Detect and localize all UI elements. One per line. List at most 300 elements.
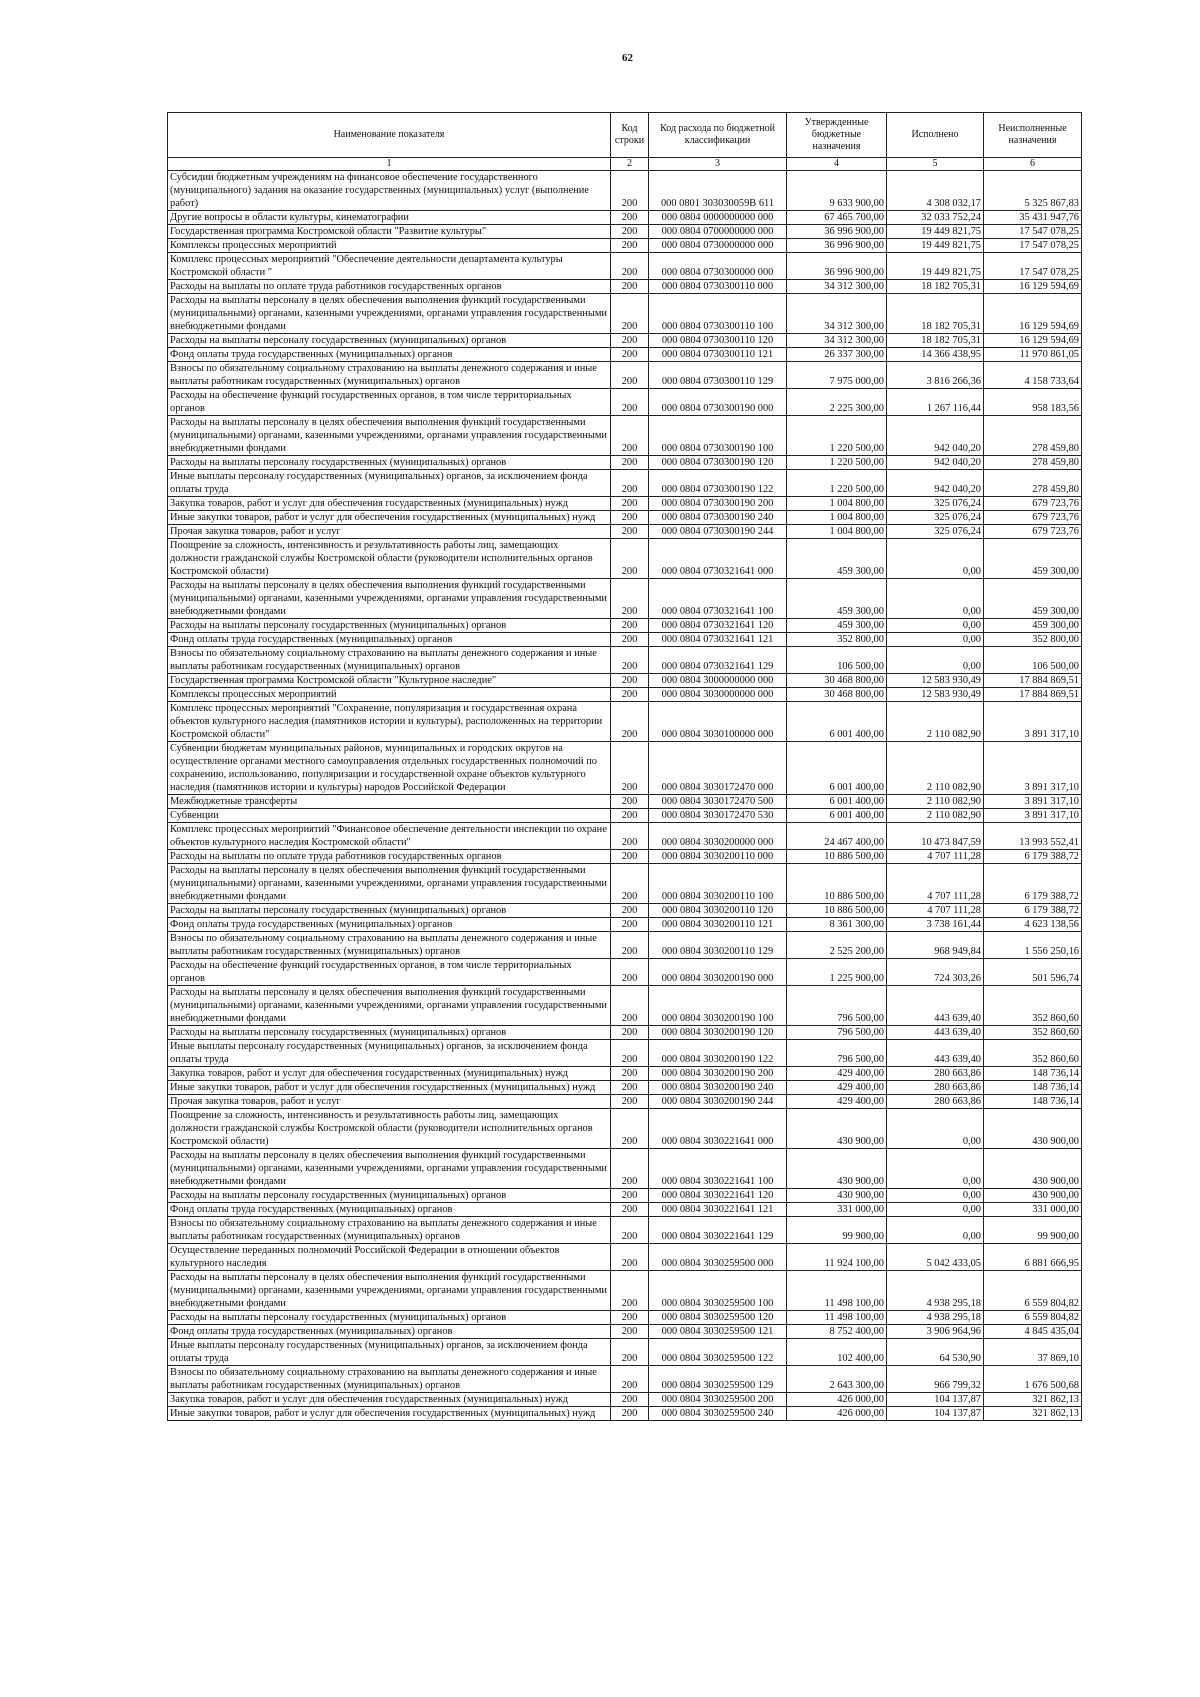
row-budget-code: 000 0804 0730300190 240 bbox=[649, 511, 787, 525]
row-budget-code: 000 0804 3030172470 000 bbox=[649, 742, 787, 795]
row-name: Субвенции bbox=[168, 809, 611, 823]
header-executed: Исполнено bbox=[887, 113, 984, 158]
row-name: Поощрение за сложность, интенсивность и результативность работы лиц, замещающих должности гражданской службы Костромской области (руководители исполнительных органов Костромской области) bbox=[168, 1109, 611, 1149]
table-row bbox=[168, 619, 1082, 633]
row-line-code: 200 bbox=[611, 1311, 649, 1325]
header-unexecuted: Неисполненные назначения bbox=[984, 113, 1082, 158]
table-row bbox=[168, 294, 1082, 334]
row-approved: 11 498 100,00 bbox=[787, 1311, 887, 1325]
row-unexecuted: 16 129 594,69 bbox=[984, 280, 1082, 294]
row-budget-code: 000 0804 0730321641 100 bbox=[649, 579, 787, 619]
row-line-code: 200 bbox=[611, 647, 649, 674]
row-executed: 443 639,40 bbox=[887, 1026, 984, 1040]
row-name: Комплекс процессных мероприятий "Финансовое обеспечение деятельности инспекции по охране объектов культурного наследия Костромской области" bbox=[168, 823, 611, 850]
row-line-code: 200 bbox=[611, 389, 649, 416]
row-unexecuted: 352 800,00 bbox=[984, 633, 1082, 647]
row-name: Расходы на выплаты персоналу государственных (муниципальных) органов bbox=[168, 619, 611, 633]
row-executed: 0,00 bbox=[887, 619, 984, 633]
row-line-code: 200 bbox=[611, 1217, 649, 1244]
row-approved: 6 001 400,00 bbox=[787, 795, 887, 809]
row-approved: 10 886 500,00 bbox=[787, 904, 887, 918]
row-unexecuted: 3 891 317,10 bbox=[984, 795, 1082, 809]
row-executed: 3 816 266,36 bbox=[887, 362, 984, 389]
row-approved: 796 500,00 bbox=[787, 986, 887, 1026]
row-budget-code: 000 0804 0730300190 122 bbox=[649, 470, 787, 497]
row-name: Иные выплаты персоналу государственных (муниципальных) органов, за исключением фонда оплаты труда bbox=[168, 470, 611, 497]
row-unexecuted: 3 891 317,10 bbox=[984, 809, 1082, 823]
row-name: Расходы на выплаты персоналу государственных (муниципальных) органов bbox=[168, 1311, 611, 1325]
row-line-code: 200 bbox=[611, 497, 649, 511]
row-executed: 325 076,24 bbox=[887, 525, 984, 539]
table-row bbox=[168, 688, 1082, 702]
column-number: 5 bbox=[887, 158, 984, 171]
row-approved: 429 400,00 bbox=[787, 1081, 887, 1095]
row-line-code: 200 bbox=[611, 1189, 649, 1203]
column-number: 6 bbox=[984, 158, 1082, 171]
row-unexecuted: 278 459,80 bbox=[984, 470, 1082, 497]
row-budget-code: 000 0804 3030259500 240 bbox=[649, 1407, 787, 1421]
row-approved: 426 000,00 bbox=[787, 1393, 887, 1407]
row-name: Поощрение за сложность, интенсивность и результативность работы лиц, замещающих должности гражданской службы Костромской области (руководители исполнительных органов Костромской области) bbox=[168, 539, 611, 579]
row-line-code: 200 bbox=[611, 1109, 649, 1149]
row-unexecuted: 321 862,13 bbox=[984, 1393, 1082, 1407]
row-executed: 0,00 bbox=[887, 1217, 984, 1244]
table-row bbox=[168, 1325, 1082, 1339]
row-name: Взносы по обязательному социальному страхованию на выплаты денежного содержания и иные выплаты работникам государственных (муниципальных) органов bbox=[168, 1217, 611, 1244]
row-executed: 18 182 705,31 bbox=[887, 294, 984, 334]
table-row bbox=[168, 348, 1082, 362]
row-budget-code: 000 0804 3030221641 100 bbox=[649, 1149, 787, 1189]
row-unexecuted: 6 559 804,82 bbox=[984, 1271, 1082, 1311]
row-executed: 2 110 082,90 bbox=[887, 795, 984, 809]
table-body bbox=[168, 171, 1082, 1421]
row-name: Комплексы процессных мероприятий bbox=[168, 688, 611, 702]
row-name: Расходы на выплаты персоналу в целях обеспечения выполнения функций государственными (муниципальными) органами, казенными учреждениями, органами управления государственными внебюджетными фондами bbox=[168, 986, 611, 1026]
row-executed: 0,00 bbox=[887, 1149, 984, 1189]
table-row bbox=[168, 1109, 1082, 1149]
row-executed: 4 707 111,28 bbox=[887, 850, 984, 864]
row-name: Взносы по обязательному социальному страхованию на выплаты денежного содержания и иные выплаты работникам государственных (муниципальных) органов bbox=[168, 932, 611, 959]
row-unexecuted: 11 970 861,05 bbox=[984, 348, 1082, 362]
row-unexecuted: 278 459,80 bbox=[984, 416, 1082, 456]
row-budget-code: 000 0804 3030221641 129 bbox=[649, 1217, 787, 1244]
row-approved: 6 001 400,00 bbox=[787, 809, 887, 823]
row-budget-code: 000 0804 3030200190 100 bbox=[649, 986, 787, 1026]
row-name: Расходы на выплаты персоналу государственных (муниципальных) органов bbox=[168, 904, 611, 918]
row-unexecuted: 321 862,13 bbox=[984, 1407, 1082, 1421]
row-executed: 10 473 847,59 bbox=[887, 823, 984, 850]
row-unexecuted: 501 596,74 bbox=[984, 959, 1082, 986]
table-row bbox=[168, 795, 1082, 809]
row-budget-code: 000 0804 3030200190 240 bbox=[649, 1081, 787, 1095]
table-row bbox=[168, 497, 1082, 511]
row-name: Межбюджетные трансферты bbox=[168, 795, 611, 809]
row-approved: 102 400,00 bbox=[787, 1339, 887, 1366]
row-name: Государственная программа Костромской области "Развитие культуры" bbox=[168, 225, 611, 239]
row-line-code: 200 bbox=[611, 1067, 649, 1081]
row-approved: 459 300,00 bbox=[787, 539, 887, 579]
row-approved: 429 400,00 bbox=[787, 1095, 887, 1109]
row-approved: 8 361 300,00 bbox=[787, 918, 887, 932]
table-row bbox=[168, 1081, 1082, 1095]
row-name: Фонд оплаты труда государственных (муниципальных) органов bbox=[168, 1325, 611, 1339]
row-approved: 352 800,00 bbox=[787, 633, 887, 647]
row-unexecuted: 106 500,00 bbox=[984, 647, 1082, 674]
row-name: Фонд оплаты труда государственных (муниципальных) органов bbox=[168, 1203, 611, 1217]
row-budget-code: 000 0804 0730300110 100 bbox=[649, 294, 787, 334]
row-budget-code: 000 0804 0730000000 000 bbox=[649, 239, 787, 253]
row-executed: 966 799,32 bbox=[887, 1366, 984, 1393]
row-name: Расходы на выплаты персоналу в целях обеспечения выполнения функций государственными (муниципальными) органами, казенными учреждениями, органами управления государственными внебюджетными фондами bbox=[168, 1271, 611, 1311]
table-row bbox=[168, 334, 1082, 348]
row-name: Расходы на выплаты персоналу государственных (муниципальных) органов bbox=[168, 334, 611, 348]
row-approved: 36 996 900,00 bbox=[787, 239, 887, 253]
row-approved: 34 312 300,00 bbox=[787, 294, 887, 334]
row-approved: 6 001 400,00 bbox=[787, 702, 887, 742]
row-approved: 1 004 800,00 bbox=[787, 525, 887, 539]
row-approved: 459 300,00 bbox=[787, 619, 887, 633]
row-budget-code: 000 0804 0730300190 000 bbox=[649, 389, 787, 416]
row-line-code: 200 bbox=[611, 702, 649, 742]
row-approved: 6 001 400,00 bbox=[787, 742, 887, 795]
row-line-code: 200 bbox=[611, 633, 649, 647]
row-budget-code: 000 0804 3030221641 000 bbox=[649, 1109, 787, 1149]
row-budget-code: 000 0804 3030172470 500 bbox=[649, 795, 787, 809]
row-executed: 325 076,24 bbox=[887, 511, 984, 525]
table-row bbox=[168, 253, 1082, 280]
row-name: Расходы на выплаты персоналу государственных (муниципальных) органов bbox=[168, 456, 611, 470]
table-row bbox=[168, 1095, 1082, 1109]
row-budget-code: 000 0804 3030200110 129 bbox=[649, 932, 787, 959]
table-row bbox=[168, 1393, 1082, 1407]
row-budget-code: 000 0804 0730300110 121 bbox=[649, 348, 787, 362]
row-line-code: 200 bbox=[611, 918, 649, 932]
row-approved: 2 525 200,00 bbox=[787, 932, 887, 959]
row-unexecuted: 4 845 435,04 bbox=[984, 1325, 1082, 1339]
row-executed: 325 076,24 bbox=[887, 497, 984, 511]
row-budget-code: 000 0804 3000000000 000 bbox=[649, 674, 787, 688]
row-line-code: 200 bbox=[611, 1026, 649, 1040]
row-budget-code: 000 0804 3030221641 121 bbox=[649, 1203, 787, 1217]
row-approved: 1 220 500,00 bbox=[787, 456, 887, 470]
row-unexecuted: 459 300,00 bbox=[984, 619, 1082, 633]
table-row bbox=[168, 1149, 1082, 1189]
row-budget-code: 000 0804 0730300110 120 bbox=[649, 334, 787, 348]
row-unexecuted: 4 623 138,56 bbox=[984, 918, 1082, 932]
row-budget-code: 000 0804 0730300000 000 bbox=[649, 253, 787, 280]
row-budget-code: 000 0804 3030259500 000 bbox=[649, 1244, 787, 1271]
row-unexecuted: 5 325 867,83 bbox=[984, 171, 1082, 211]
row-unexecuted: 148 736,14 bbox=[984, 1081, 1082, 1095]
row-approved: 11 924 100,00 bbox=[787, 1244, 887, 1271]
row-line-code: 200 bbox=[611, 456, 649, 470]
row-executed: 0,00 bbox=[887, 1109, 984, 1149]
table-row bbox=[168, 918, 1082, 932]
row-name: Комплекс процессных мероприятий "Обеспечение деятельности департамента культуры Костромской области " bbox=[168, 253, 611, 280]
row-budget-code: 000 0804 3030200110 120 bbox=[649, 904, 787, 918]
row-unexecuted: 13 993 552,41 bbox=[984, 823, 1082, 850]
row-approved: 34 312 300,00 bbox=[787, 280, 887, 294]
row-executed: 3 738 161,44 bbox=[887, 918, 984, 932]
table-row bbox=[168, 986, 1082, 1026]
column-number: 4 bbox=[787, 158, 887, 171]
row-line-code: 200 bbox=[611, 932, 649, 959]
row-name: Иные выплаты персоналу государственных (муниципальных) органов, за исключением фонда оплаты труда bbox=[168, 1040, 611, 1067]
row-line-code: 200 bbox=[611, 539, 649, 579]
table-row bbox=[168, 647, 1082, 674]
column-number: 2 bbox=[611, 158, 649, 171]
row-executed: 0,00 bbox=[887, 1203, 984, 1217]
row-approved: 430 900,00 bbox=[787, 1149, 887, 1189]
row-approved: 1 004 800,00 bbox=[787, 497, 887, 511]
table-row bbox=[168, 1311, 1082, 1325]
row-executed: 2 110 082,90 bbox=[887, 702, 984, 742]
row-approved: 99 900,00 bbox=[787, 1217, 887, 1244]
row-budget-code: 000 0804 3030221641 120 bbox=[649, 1189, 787, 1203]
row-line-code: 200 bbox=[611, 1325, 649, 1339]
table-row bbox=[168, 932, 1082, 959]
row-name: Расходы на выплаты по оплате труда работников государственных органов bbox=[168, 850, 611, 864]
row-budget-code: 000 0804 3030200110 100 bbox=[649, 864, 787, 904]
row-budget-code: 000 0804 3030259500 120 bbox=[649, 1311, 787, 1325]
row-unexecuted: 1 556 250,16 bbox=[984, 932, 1082, 959]
row-budget-code: 000 0804 3030259500 100 bbox=[649, 1271, 787, 1311]
row-budget-code: 000 0804 3030200190 244 bbox=[649, 1095, 787, 1109]
row-name: Комплекс процессных мероприятий "Сохранение, популяризация и государственная охрана объектов культурного наследия (памятников истории и культуры), расположенных на территории Костромской области" bbox=[168, 702, 611, 742]
row-unexecuted: 459 300,00 bbox=[984, 579, 1082, 619]
row-line-code: 200 bbox=[611, 511, 649, 525]
row-name: Фонд оплаты труда государственных (муниципальных) органов bbox=[168, 348, 611, 362]
row-unexecuted: 16 129 594,69 bbox=[984, 294, 1082, 334]
row-name: Прочая закупка товаров, работ и услуг bbox=[168, 1095, 611, 1109]
row-approved: 26 337 300,00 bbox=[787, 348, 887, 362]
row-unexecuted: 17 547 078,25 bbox=[984, 239, 1082, 253]
header-budget-code: Код расхода по бюджетной классификации bbox=[649, 113, 787, 158]
row-executed: 280 663,86 bbox=[887, 1067, 984, 1081]
row-unexecuted: 148 736,14 bbox=[984, 1095, 1082, 1109]
table-row bbox=[168, 1026, 1082, 1040]
row-line-code: 200 bbox=[611, 470, 649, 497]
row-executed: 18 182 705,31 bbox=[887, 280, 984, 294]
row-line-code: 200 bbox=[611, 579, 649, 619]
row-executed: 724 303,26 bbox=[887, 959, 984, 986]
row-budget-code: 000 0804 3030259500 129 bbox=[649, 1366, 787, 1393]
row-budget-code: 000 0804 3030200000 000 bbox=[649, 823, 787, 850]
row-budget-code: 000 0804 3030200190 120 bbox=[649, 1026, 787, 1040]
row-line-code: 200 bbox=[611, 1393, 649, 1407]
row-executed: 0,00 bbox=[887, 647, 984, 674]
row-name: Субсидии бюджетным учреждениям на финансовое обеспечение государственного (муниципального) задания на оказание государственных (муниципальных) услуг (выполнение работ) bbox=[168, 171, 611, 211]
row-name: Взносы по обязательному социальному страхованию на выплаты денежного содержания и иные выплаты работникам государственных (муниципальных) органов bbox=[168, 362, 611, 389]
row-line-code: 200 bbox=[611, 416, 649, 456]
row-name: Расходы на выплаты персоналу в целях обеспечения выполнения функций государственными (муниципальными) органами, казенными учреждениями, органами управления государственными внебюджетными фондами bbox=[168, 294, 611, 334]
row-unexecuted: 3 891 317,10 bbox=[984, 742, 1082, 795]
row-name: Комплексы процессных мероприятий bbox=[168, 239, 611, 253]
row-executed: 280 663,86 bbox=[887, 1095, 984, 1109]
row-name: Осуществление переданных полномочий Российской Федерации в отношении объектов культурного наследия bbox=[168, 1244, 611, 1271]
row-unexecuted: 4 158 733,64 bbox=[984, 362, 1082, 389]
row-unexecuted: 958 183,56 bbox=[984, 389, 1082, 416]
row-name: Взносы по обязательному социальному страхованию на выплаты денежного содержания и иные выплаты работникам государственных (муниципальных) органов bbox=[168, 647, 611, 674]
row-unexecuted: 679 723,76 bbox=[984, 525, 1082, 539]
row-line-code: 200 bbox=[611, 959, 649, 986]
row-approved: 1 220 500,00 bbox=[787, 416, 887, 456]
row-executed: 19 449 821,75 bbox=[887, 239, 984, 253]
row-line-code: 200 bbox=[611, 211, 649, 225]
table-row bbox=[168, 823, 1082, 850]
row-line-code: 200 bbox=[611, 864, 649, 904]
row-budget-code: 000 0804 0000000000 000 bbox=[649, 211, 787, 225]
row-budget-code: 000 0804 0730300190 244 bbox=[649, 525, 787, 539]
row-unexecuted: 459 300,00 bbox=[984, 539, 1082, 579]
row-name: Расходы на обеспечение функций государственных органов, в том числе территориальных органов bbox=[168, 389, 611, 416]
row-line-code: 200 bbox=[611, 280, 649, 294]
row-approved: 459 300,00 bbox=[787, 579, 887, 619]
row-budget-code: 000 0804 3030172470 530 bbox=[649, 809, 787, 823]
row-name: Расходы на выплаты персоналу в целях обеспечения выполнения функций государственными (муниципальными) органами, казенными учреждениями, органами управления государственными внебюджетными фондами bbox=[168, 864, 611, 904]
row-executed: 104 137,87 bbox=[887, 1407, 984, 1421]
row-approved: 796 500,00 bbox=[787, 1040, 887, 1067]
column-number: 1 bbox=[168, 158, 611, 171]
table-row bbox=[168, 1271, 1082, 1311]
row-executed: 64 530,90 bbox=[887, 1339, 984, 1366]
row-approved: 30 468 800,00 bbox=[787, 674, 887, 688]
row-approved: 10 886 500,00 bbox=[787, 850, 887, 864]
row-line-code: 200 bbox=[611, 742, 649, 795]
row-name: Расходы на выплаты персоналу в целях обеспечения выполнения функций государственными (муниципальными) органами, казенными учреждениями, органами управления государственными внебюджетными фондами bbox=[168, 579, 611, 619]
row-unexecuted: 37 869,10 bbox=[984, 1339, 1082, 1366]
row-unexecuted: 99 900,00 bbox=[984, 1217, 1082, 1244]
table-row bbox=[168, 1339, 1082, 1366]
row-line-code: 200 bbox=[611, 795, 649, 809]
row-line-code: 200 bbox=[611, 688, 649, 702]
row-line-code: 200 bbox=[611, 1244, 649, 1271]
row-executed: 0,00 bbox=[887, 1189, 984, 1203]
row-executed: 12 583 930,49 bbox=[887, 688, 984, 702]
header-name: Наименование показателя bbox=[168, 113, 611, 158]
row-executed: 968 949,84 bbox=[887, 932, 984, 959]
row-executed: 2 110 082,90 bbox=[887, 809, 984, 823]
row-unexecuted: 16 129 594,69 bbox=[984, 334, 1082, 348]
row-approved: 8 752 400,00 bbox=[787, 1325, 887, 1339]
row-unexecuted: 352 860,60 bbox=[984, 1040, 1082, 1067]
row-unexecuted: 17 547 078,25 bbox=[984, 225, 1082, 239]
table-row bbox=[168, 959, 1082, 986]
table-row bbox=[168, 702, 1082, 742]
row-budget-code: 000 0804 3030200190 000 bbox=[649, 959, 787, 986]
column-number: 3 bbox=[649, 158, 787, 171]
row-budget-code: 000 0804 0730321641 000 bbox=[649, 539, 787, 579]
row-unexecuted: 6 559 804,82 bbox=[984, 1311, 1082, 1325]
page-number: 62 bbox=[622, 52, 633, 64]
row-budget-code: 000 0804 0730300190 200 bbox=[649, 497, 787, 511]
row-line-code: 200 bbox=[611, 1339, 649, 1366]
row-name: Закупка товаров, работ и услуг для обеспечения государственных (муниципальных) нужд bbox=[168, 1393, 611, 1407]
row-line-code: 200 bbox=[611, 1095, 649, 1109]
row-approved: 1 225 900,00 bbox=[787, 959, 887, 986]
row-unexecuted: 6 179 388,72 bbox=[984, 864, 1082, 904]
row-line-code: 200 bbox=[611, 1149, 649, 1189]
budget-execution-table bbox=[167, 112, 1082, 1421]
table-row bbox=[168, 579, 1082, 619]
row-approved: 67 465 700,00 bbox=[787, 211, 887, 225]
row-approved: 7 975 000,00 bbox=[787, 362, 887, 389]
row-name: Расходы на выплаты по оплате труда работников государственных органов bbox=[168, 280, 611, 294]
row-budget-code: 000 0804 0730321641 121 bbox=[649, 633, 787, 647]
row-name: Взносы по обязательному социальному страхованию на выплаты денежного содержания и иные выплаты работникам государственных (муниципальных) органов bbox=[168, 1366, 611, 1393]
table-row bbox=[168, 1189, 1082, 1203]
row-name: Фонд оплаты труда государственных (муниципальных) органов bbox=[168, 918, 611, 932]
row-line-code: 200 bbox=[611, 525, 649, 539]
header-approved: Утвержденные бюджетные назначения bbox=[787, 113, 887, 158]
row-executed: 2 110 082,90 bbox=[887, 742, 984, 795]
table-row bbox=[168, 850, 1082, 864]
row-unexecuted: 3 891 317,10 bbox=[984, 702, 1082, 742]
row-executed: 18 182 705,31 bbox=[887, 334, 984, 348]
row-line-code: 200 bbox=[611, 171, 649, 211]
row-unexecuted: 352 860,60 bbox=[984, 1026, 1082, 1040]
row-line-code: 200 bbox=[611, 348, 649, 362]
row-budget-code: 000 0804 3030200190 122 bbox=[649, 1040, 787, 1067]
table-row bbox=[168, 416, 1082, 456]
row-line-code: 200 bbox=[611, 1040, 649, 1067]
row-budget-code: 000 0804 3030200110 121 bbox=[649, 918, 787, 932]
row-line-code: 200 bbox=[611, 809, 649, 823]
row-unexecuted: 6 179 388,72 bbox=[984, 850, 1082, 864]
row-line-code: 200 bbox=[611, 1407, 649, 1421]
row-line-code: 200 bbox=[611, 674, 649, 688]
row-approved: 2 643 300,00 bbox=[787, 1366, 887, 1393]
row-budget-code: 000 0804 0730300110 000 bbox=[649, 280, 787, 294]
row-approved: 10 886 500,00 bbox=[787, 864, 887, 904]
row-executed: 942 040,20 bbox=[887, 470, 984, 497]
row-approved: 36 996 900,00 bbox=[787, 225, 887, 239]
row-unexecuted: 17 547 078,25 bbox=[984, 253, 1082, 280]
row-line-code: 200 bbox=[611, 1081, 649, 1095]
header-line-code: Код строки bbox=[611, 113, 649, 158]
table-row bbox=[168, 1067, 1082, 1081]
table-row bbox=[168, 280, 1082, 294]
row-executed: 4 707 111,28 bbox=[887, 904, 984, 918]
row-approved: 796 500,00 bbox=[787, 1026, 887, 1040]
row-line-code: 200 bbox=[611, 1366, 649, 1393]
row-approved: 34 312 300,00 bbox=[787, 334, 887, 348]
row-approved: 1 220 500,00 bbox=[787, 470, 887, 497]
table-row bbox=[168, 1244, 1082, 1271]
table-row bbox=[168, 456, 1082, 470]
row-executed: 4 938 295,18 bbox=[887, 1271, 984, 1311]
table-row bbox=[168, 864, 1082, 904]
table-row bbox=[168, 904, 1082, 918]
row-unexecuted: 17 884 869,51 bbox=[984, 688, 1082, 702]
row-executed: 4 938 295,18 bbox=[887, 1311, 984, 1325]
row-approved: 430 900,00 bbox=[787, 1189, 887, 1203]
row-approved: 1 004 800,00 bbox=[787, 511, 887, 525]
row-line-code: 200 bbox=[611, 986, 649, 1026]
row-executed: 280 663,86 bbox=[887, 1081, 984, 1095]
row-approved: 2 225 300,00 bbox=[787, 389, 887, 416]
row-budget-code: 000 0804 3030200110 000 bbox=[649, 850, 787, 864]
row-approved: 9 633 900,00 bbox=[787, 171, 887, 211]
row-name: Иные выплаты персоналу государственных (муниципальных) органов, за исключением фонда оплаты труда bbox=[168, 1339, 611, 1366]
row-executed: 4 707 111,28 bbox=[887, 864, 984, 904]
row-unexecuted: 430 900,00 bbox=[984, 1109, 1082, 1149]
table-row bbox=[168, 211, 1082, 225]
row-executed: 19 449 821,75 bbox=[887, 225, 984, 239]
table-row bbox=[168, 470, 1082, 497]
row-name: Расходы на обеспечение функций государственных органов, в том числе территориальных органов bbox=[168, 959, 611, 986]
row-executed: 5 042 433,05 bbox=[887, 1244, 984, 1271]
